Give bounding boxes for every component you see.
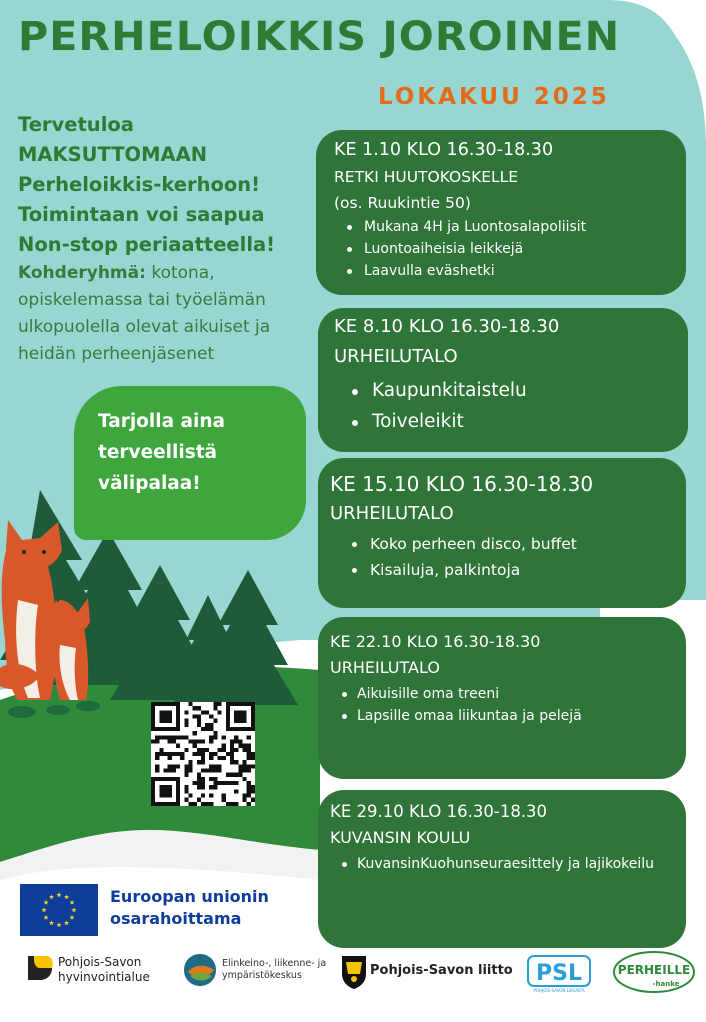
event-title: KE 1.10 KLO 16.30-18.30	[334, 140, 554, 160]
perheille-logo-text: PERHEILLE	[617, 963, 691, 977]
event-address: (os. Ruukintie 50)	[334, 194, 471, 212]
event-location: URHEILUTALO	[334, 346, 458, 367]
list-item: Kaupunkitaistelu	[372, 375, 688, 406]
event-card	[318, 617, 686, 779]
list-item: Laavulla eväshetki	[364, 260, 686, 282]
event-location: URHEILUTALO	[330, 658, 440, 677]
list-item: Kisailuja, palkintoja	[370, 557, 686, 583]
pohjois-savon-liitto-crest	[340, 952, 368, 990]
event-card	[318, 790, 686, 948]
intro-line: Toimintaan voi saapua	[18, 203, 265, 226]
target-group-label: Kohderyhmä:	[18, 263, 146, 283]
psh-line: hyvinvointialue	[58, 970, 150, 984]
list-item: Lapsille omaa liikuntaa ja pelejä	[357, 705, 686, 727]
ely-logo-text	[222, 958, 326, 982]
intro-line: Tervetuloa	[18, 113, 134, 136]
perheille-hanke-logo	[612, 950, 696, 996]
qr-code-icon[interactable]	[151, 702, 255, 806]
intro-line: MAKSUTTOMAAN	[18, 143, 208, 166]
target-group	[18, 260, 318, 368]
event-card	[318, 308, 688, 452]
event-title: KE 29.10 KLO 16.30-18.30	[330, 802, 548, 821]
event-location: KUVANSIN KOULU	[330, 828, 471, 847]
target-group-text: kotona, opiskelemassa tai työelämän ulkopuolella olevat aikuiset ja heidän perheenjäsenet	[18, 263, 271, 364]
eu-flag-icon	[20, 884, 98, 936]
ely-line: Elinkeino-, liikenne- ja	[222, 958, 327, 969]
ely-logo	[182, 952, 218, 988]
list-item: Toiveleikit	[372, 406, 688, 437]
intro-line: Perheloikkis-kerhoon!	[18, 173, 261, 196]
intro-line: Non-stop periaatteella!	[18, 233, 276, 256]
event-card	[318, 458, 686, 608]
list-item: KuvansinKuohunseuraesittely ja lajikokeilu	[357, 853, 657, 875]
event-title: KE 15.10 KLO 16.30-18.30	[330, 472, 594, 496]
page-title: PERHELOIKKIS JOROINEN	[18, 14, 621, 60]
list-item: Koko perheen disco, buffet	[370, 531, 686, 557]
list-item: Luontoaiheisia leikkejä	[364, 238, 686, 260]
snack-text: Tarjolla aina terveellistä välipalaa!	[98, 411, 225, 494]
list-item: Mukana 4H ja Luontosalapoliisit	[364, 216, 686, 238]
perheille-logo-subtext: -hanke	[652, 980, 680, 988]
event-list	[364, 216, 686, 282]
intro-text	[18, 110, 318, 368]
psh-logo-text	[58, 955, 150, 985]
psl-liitto-text: Pohjois-Savon liitto	[370, 963, 513, 978]
psl-badge-text: PSL	[536, 961, 582, 986]
event-location: URHEILUTALO	[330, 503, 454, 524]
list-item: Aikuisille oma treeni	[357, 683, 686, 705]
event-list	[372, 375, 688, 437]
psl-badge-subtext: POHJOIS-SAVON LIIKUNTA	[533, 988, 585, 993]
event-card	[316, 130, 686, 295]
pohjois-savon-hyvinvointialue-logo	[24, 952, 56, 984]
eu-funding-text: Euroopan unionin osarahoittama	[110, 887, 269, 928]
event-location: RETKI HUUTOKOSKELLE	[334, 168, 519, 186]
ely-line: ympäristökeskus	[222, 970, 302, 981]
event-title: KE 22.10 KLO 16.30-18.30	[330, 632, 541, 651]
event-list	[370, 531, 686, 583]
event-title: KE 8.10 KLO 16.30-18.30	[334, 316, 560, 337]
event-list	[357, 683, 686, 727]
psl-logo	[526, 952, 592, 994]
psh-line: Pohjois-Savon	[58, 955, 142, 969]
event-list	[357, 853, 686, 875]
month-label: LOKAKUU 2025	[378, 84, 610, 110]
snack-bubble	[74, 386, 306, 540]
